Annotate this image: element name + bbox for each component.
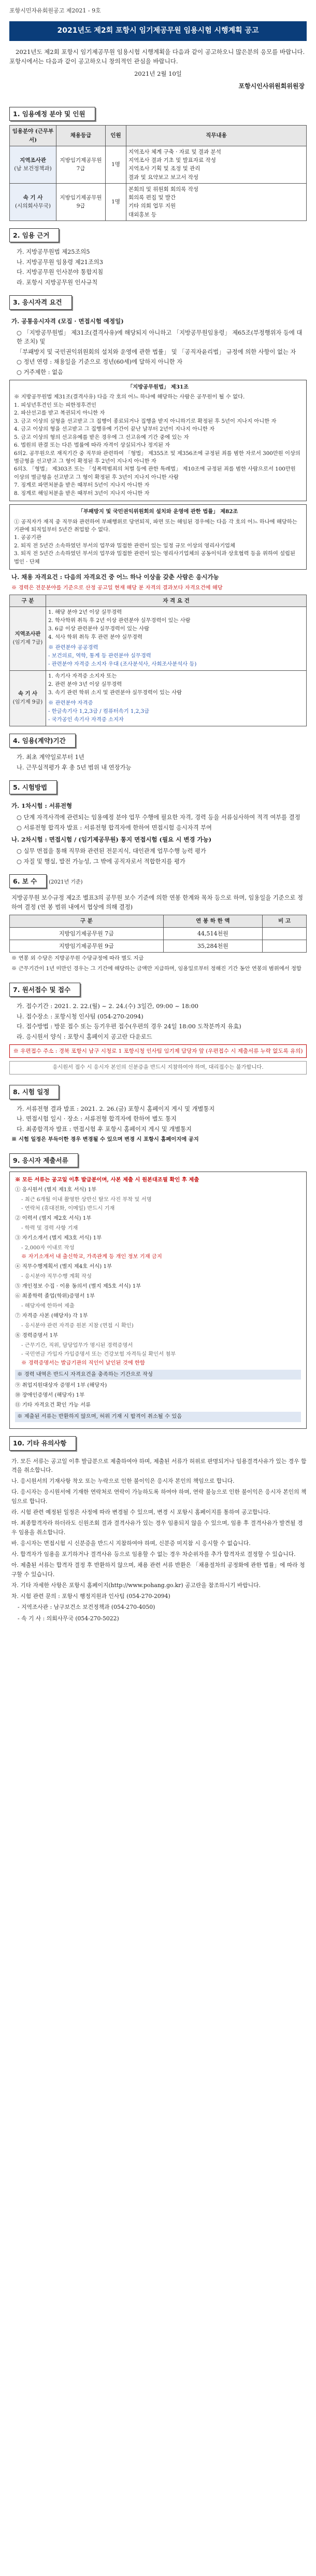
exam-step: 가. 1차시험 : 서류전형	[11, 802, 73, 810]
req-line: 2. 관련 분야 3년 이상 실무경력	[48, 681, 122, 687]
document-item: ④ 직무수행계획서 (별지 제4호 서식) 1부	[15, 1263, 112, 1270]
grade-cell: 지방임기제공무원 9급	[56, 183, 106, 221]
document-detail: - 근무기간, 직위, 담당업무가 명시된 경력증명서	[21, 1342, 133, 1348]
count-cell: 1명	[106, 146, 126, 183]
box-line: ※ 지방공무원법 제31조(결격사유) 다음 각 호의 어느 하나에 해당하는 사람은 공무원이 될 수 없다.	[14, 394, 245, 401]
salary-grade: 지방임기제공무원 9급	[10, 940, 164, 952]
requirement-note: ※ 경력은 전문분야를 기준으로 산정 공고일 현재 해당 분 자격의 결과보다 자격요건에 해당	[11, 585, 223, 591]
section-title-schedule: 8. 시험 일정	[9, 1085, 59, 1099]
term-item: 나. 근무실적평가 후 총 5년 범위 내 연장가능	[17, 764, 132, 771]
requirement-label	[10, 607, 46, 671]
salary-amount: 35,284천원	[163, 940, 263, 952]
table-row	[10, 146, 307, 183]
exam-line: ○ 자질 및 행실, 발전 가능성, 그 밖에 공직자로서 적합한지를 평가	[17, 858, 185, 865]
requirement-cell	[46, 670, 307, 726]
eligibility-line: ○ 거주제한 : 없음	[17, 368, 63, 376]
eligibility-line: 「부패방지 및 국민권익위원회의 설치와 운영에 관한 법률」 및 「공직자윤리법」 규정에 의한 사항이 없는 자	[17, 348, 296, 355]
note-item: 가. 모든 서류는 공고일 이후 발급분으로 제출하여야 하며, 제출된 서류가 허위로 판명되거나 임용결격사유가 있는 경우 합격을 취소합니다.	[11, 1457, 307, 1473]
salary-table	[9, 915, 307, 952]
label-name: 속 기 사	[18, 690, 37, 697]
table-header: 직무내용	[126, 126, 307, 146]
intro-paragraph: 2021년도 제2회 포항시 임기제공무원 임용시험 시행계획을 다음과 같이 공고하오니 많은분의 응모를 바랍니다. 포항시에서는 다음과 같이 공고하오니 창의적인 관심을 바랍니다.	[9, 48, 305, 65]
section-title-application: 7. 원서접수 및 접수	[9, 983, 80, 997]
box-title: 「지방공무원법」 제31조	[127, 384, 189, 391]
box-line: 7. 징계로 파면처분을 받은 때부터 5년이 지나지 아니한 자	[14, 482, 150, 489]
documents-highlight: ※ 경력 내역은 반드시 자격요건을 충족하는 기간으로 작성	[15, 1370, 301, 1380]
notice-number: 포항시민자유회원공고 제2021 - 9호	[9, 7, 101, 14]
note-item: 마. 최종합격자라 하더라도 신원조회 결과 결격사유가 있는 경우 임용되지 않을 수 있으며, 임용 후 결격사유가 발견될 경우 임용을 취소합니다.	[11, 1520, 303, 1536]
section-title-other-notes: 10. 기타 유의사항	[9, 1436, 76, 1450]
contact-item: - 지역조사관 : 남구보건소 보건정책과 (054-270-4050)	[18, 1604, 155, 1611]
label-name: 지역조사관	[15, 631, 41, 638]
note-item: 나. 응시원서의 기재사항 착오 또는 누락으로 인한 불이익은 응시자 본인의 책임으로 합니다.	[11, 1478, 235, 1485]
eligibility-line: ○ 「지방공무원법」 제31조(결격사유)에 해당되지 아니하고 「지방공무원임용령」 제65조(부정행위자 등에 대한 조치) 및	[17, 329, 303, 346]
note-item: 아. 제출된 서류는 합격자 결정 후 반환하지 않으며, 채용 관련 서류 반환은 「채용절차의 공정화에 관한 법률」에 따라 청구할 수 있습니다.	[11, 1562, 305, 1578]
exam-line: ○ 단계 자격사격에 관련되는 임용예정 분야 업무 수행에 필요한 자격, 경력 등을 서류심사하여 적격 여부를 결정	[17, 814, 300, 821]
salary-note	[263, 927, 307, 940]
application-item: 가. 접수기간 : 2021. 2. 22.(월) ~ 2. 24.(수) 3일간, 09:00 ~ 18:00	[17, 1003, 198, 1010]
table-header: 비 고	[263, 915, 307, 927]
note-item: 바. 응시자는 면접시험 시 신분증을 반드시 지참하여야 하며, 신분증 미지참 시 응시할 수 없습니다.	[11, 1539, 251, 1547]
eligibility-line: ○ 정년 연령 : 채용일을 기준으로 정년(60세)에 달하지 아니한 자	[17, 359, 183, 366]
box-line: 2. 퇴직 전 5년간 소속하였던 부서의 업무와 밀접한 관련이 있는 일정 규모 이상의 영리사기업체	[14, 542, 235, 549]
salary-year-note: (2021년 기준)	[49, 879, 83, 885]
req-line: 1. 해당 분야 2년 이상 실무경력	[48, 609, 122, 616]
duty-item: 기타 의회 업무 지원	[128, 203, 176, 210]
document-item: ① 응시원서 (별지 제1호 서식) 1부	[15, 1187, 97, 1193]
other-notes	[9, 1457, 307, 1623]
document-detail: - 연락처 (휴대전화, 이메일) 반드시 기재	[21, 1205, 115, 1212]
box-line: 5. 금고 이상의 형의 선고유예를 받은 경우에 그 선고유예 기간 중에 있는 자	[14, 434, 189, 440]
salary-intro: 지방공무원 보수규정 제2조 별표3의 공무원 보수 기준에 의한 연봉 한계와 목차 등으로 하며, 임용일을 기준으로 정하여 결정 (연 봉 범위 내에서 협상에 의해 결정)	[11, 894, 303, 911]
req-note: - 보건의료, 역학, 통계 등 관련분야 실무경력	[48, 653, 151, 659]
table-header: 임용분야 (근무부서)	[10, 126, 56, 146]
box-line: 1. 피성년후견인 또는 피한정후견인	[14, 402, 96, 408]
box-line: 6. 법원의 판결 또는 다른 법률에 따라 자격이 상실되거나 정지된 자	[14, 442, 170, 449]
documents-warning: ※ 모든 서류는 공고일 이후 발급분이며, 사본 제출 시 원본대조필 확인 후 제출	[15, 1177, 199, 1183]
label-grade: (임기제 9급)	[12, 698, 43, 705]
basis-item: 나. 지방공무원 임용령 제21조의3	[17, 258, 103, 266]
positions-table	[9, 125, 307, 221]
duties-cell	[126, 183, 307, 221]
field-cell	[10, 183, 56, 221]
note-item: 차. 시험 관련 문의 : 포항시 행정지원과 인사팀 (054-270-2094)	[11, 1593, 170, 1600]
req-line: 2. 학사학위 취득 후 2년 이상 관련분야 실무경력이 있는 사람	[48, 617, 191, 624]
box-line: 3. 금고 이상의 실형을 선고받고 그 집행이 종료되거나 집행을 받지 아니하기로 확정된 후 5년이 지나지 아니한 자	[14, 418, 277, 424]
table-header: 구 분	[10, 915, 164, 927]
table-header-row	[10, 126, 307, 146]
duty-item: 결과 및 요약보고 보고서 작성	[128, 174, 199, 181]
document-detail: - 최근 6개월 이내 촬영한 상반신 탈모 사진 부착 및 서명	[21, 1196, 152, 1203]
document-item: ⑨ 취업지원대상자 증명서 1부 (해당자)	[15, 1382, 107, 1389]
requirements-table	[9, 595, 307, 726]
duty-item: 지역조사 결과 기초 및 발표자료 작성	[128, 157, 216, 164]
anticorruption-box	[9, 504, 307, 570]
document-detail: - 국민연금 가입자 가입증명서 또는 건강보험 자격득실 확인서 첨부	[21, 1351, 176, 1357]
document-item: ② 이력서 (별지 제2호 서식) 1부	[15, 1215, 92, 1222]
document-item: ⑪ 기타 자격요건 확인 가능 서류	[15, 1402, 91, 1409]
document-detail: - 해당자에 한하여 제출	[21, 1302, 75, 1309]
table-header: 구 분	[10, 595, 46, 607]
req-line: 4. 석사 학위 취득 후 관련 분야 실무경력	[48, 634, 142, 641]
document-detail: - 학력 및 경력 사항 기재	[21, 1225, 78, 1232]
table-header-row	[10, 915, 307, 927]
documents-highlight: ※ 제출된 서류는 반환하지 않으며, 허위 기재 시 합격이 취소될 수 있음	[15, 1412, 301, 1422]
table-header-row	[10, 595, 307, 607]
table-header: 자 격 요 건	[46, 595, 307, 607]
label-grade: (임기제 7급)	[12, 639, 43, 646]
id-notice-banner: 응시원서 접수 시 응시자 본인의 신분증을 반드시 지참하여야 하며, 대리접수는 불가합니다.	[9, 1061, 307, 1075]
document-warning: ※ 자기소개서 내 출신학교, 가족관계 등 개인 정보 기재 금지	[21, 1253, 162, 1260]
basis-item: 라. 포항시 지방공무원 인사규칙	[17, 279, 98, 286]
document-detail: - 응시분야 직무수행 계획 작성	[21, 1273, 92, 1279]
count-cell: 1명	[106, 183, 126, 221]
schedule-note: ※ 시험 일정은 부득이한 경우 변경될 수 있으며 변경 시 포항시 홈페이지에 공지	[11, 1136, 199, 1143]
section-title-basis: 2. 임용 근거	[9, 228, 59, 242]
table-header: 연 봉 하 한 액	[163, 915, 263, 927]
application-item: 다. 접수방법 : 방문 접수 또는 등기우편 접수(우편의 경우 24일 18:00 도착분까지 유효)	[17, 1023, 241, 1030]
field-cell	[10, 146, 56, 183]
box-line: 8. 징계로 해임처분을 받은 때부터 3년이 지나지 아니한 자	[14, 490, 150, 497]
notice-date: 2021년 2월 10일	[134, 70, 182, 77]
note-item: 자. 기타 자세한 사항은 포항시 홈페이지(http://www.pohang.go.kr) 공고란을 참조하시기 바랍니다.	[11, 1581, 261, 1589]
grade-cell: 지방임기제공무원 7급	[56, 146, 106, 183]
note-item: 사. 합격자가 임용을 포기하거나 결격사유 등으로 임용할 수 없는 경우 차순위자를 추가 합격자로 결정할 수 있습니다.	[11, 1551, 296, 1558]
term-item: 가. 최초 계약일로부터 1년	[17, 754, 84, 761]
box-line: 2. 파산선고를 받고 복권되지 아니한 자	[14, 410, 105, 417]
table-header: 채용등급	[56, 126, 106, 146]
table-row	[10, 927, 307, 940]
table-row	[10, 183, 307, 221]
table-header: 인원	[106, 126, 126, 146]
box-line: 3. 퇴직 전 5년간 소속하였던 부서의 업무와 밀접한 관련이 있는 영리사기업체의 공동이익과 상호협력 등을 위하여 설립된 법인 · 단체	[14, 550, 295, 565]
box-title: 「부패방지 및 국민권익위원회의 설치와 운영에 관한 법률」 제82조	[78, 508, 238, 515]
req-note: ※ 관련분야 공공경력	[48, 644, 98, 651]
salary-grade: 지방임기제공무원 7급	[10, 927, 164, 940]
field-name: 속 기 사	[23, 195, 43, 201]
note-item: 라. 시험 관련 예정된 일정은 사정에 따라 변경될 수 있으며, 변경 시 포항시 홈페이지를 통하여 공고합니다.	[11, 1508, 270, 1516]
disqualification-box	[9, 380, 307, 501]
application-item: 라. 응시원서 양식 : 포항시 홈페이지 공고란 다운로드	[17, 1033, 152, 1040]
document-item: ⑦ 자격증 사본 (해당자) 각 1부	[15, 1312, 88, 1319]
duty-item: 대외홍보 등	[128, 211, 157, 218]
schedule-item: 가. 서류전형 결과 발표 : 2021. 2. 26.(금) 포항시 홈페이지 게시 및 개별통지	[17, 1105, 215, 1112]
section-title-exam-method: 5. 시험방법	[9, 780, 57, 794]
subsection-title: 가. 공통응시자격 (모집 · 면접시험 예정일)	[11, 317, 124, 325]
duty-item: 회의록 편집 및 발간	[128, 195, 176, 201]
exam-step: 나. 2차시험 : 면접시험 / (임기제공무원) 통지 면접시험 (필요 시 변경 가능)	[11, 836, 212, 844]
req-note: - 한글속기사 1,2,3급 / 컴퓨터속기 1,2,3급	[48, 708, 150, 714]
box-line: 4. 금고 이상의 형을 선고받고 그 집행유예 기간이 끝난 날부터 2년이 지나지 아니한 자	[14, 426, 215, 433]
req-line: 1. 속기사 자격증 소지자 또는	[48, 672, 117, 679]
salary-footnote: ※ 근무기간이 1년 미만인 경우는 그 기간에 해당하는 금액만 지급하며, 임용일로부터 정해진 기간 동안 연봉의 범위에서 정함	[11, 965, 301, 972]
box-line: ① 공직자가 재직 중 직무와 관련하여 부패행위로 당연퇴직, 파면 또는 해임된 경우에는 다음 각 호의 어느 하나에 해당하는 기관에 퇴직일부터 5년간 취업할 수 없다.	[14, 518, 297, 533]
basis-item: 다. 지방공무원 인사분야 통합지침	[17, 269, 104, 276]
document-item: ⑩ 장애인증명서 (해당자) 1부	[15, 1392, 85, 1399]
box-line: 6의3. 「형법」 제303조 또는 「성폭력범죄의 처벌 등에 관한 특례법」 제10조에 규정된 죄를 범한 사람으로서 100만원 이상의 벌금형을 선고받고 그 형이 확정된 후 3년이 지나지 아니한 사람	[14, 466, 296, 480]
req-note: - 관련분야 자격증 소지자 우대 (조사분석사, 사회조사분석사 등)	[48, 660, 197, 667]
schedule-item: 나. 면접시험 일시 · 장소 : 서류전형 합격자에 한하여 별도 통지	[17, 1115, 177, 1123]
document-item: ⑤ 개인정보 수집 · 이용 동의서 (별지 제5호 서식) 1부	[15, 1283, 141, 1289]
req-note: ※ 관련분야 자격증	[48, 699, 93, 706]
document-warning: ※ 경력증명서는 발급기관의 직인이 날인된 것에 한함	[21, 1359, 145, 1366]
document-detail: - 응시분야 관련 자격증 원본 지참 (면접 시 확인)	[21, 1322, 134, 1329]
duty-item: 본회의 및 위원회 회의록 작성	[128, 186, 199, 192]
section-title-documents: 9. 응시자 제출서류	[9, 1153, 78, 1167]
salary-note	[263, 940, 307, 952]
document-item: ③ 자기소개서 (별지 제3호 서식) 1부	[15, 1235, 102, 1242]
req-line: 3. 6급 이상 관련분야 실무경력이 있는 사람	[48, 626, 150, 632]
requirement-cell	[46, 607, 307, 671]
duty-item: 지역조사 체계 구축 · 자료 및 결과 분석	[128, 148, 221, 155]
document-item: ⑧ 경력증명서 1부	[15, 1332, 59, 1339]
req-line: 3. 속기 관련 학위 소지 및 관련분야 실무경력이 있는 사람	[48, 689, 182, 696]
postal-notice-banner: ※ 우편접수 주소 : 경북 포항시 남구 시청로 1 포항시청 인사팀 임기제 담당자 앞 (우편접수 시 제출서류 누락 없도록 유의)	[9, 1044, 307, 1058]
req-note: - 국가공인 속기사 자격증 소지자	[48, 716, 124, 723]
issuing-org: 포항시인사위원회위원장	[238, 82, 305, 90]
salary-footnote: ※ 연봉 외 수당은 지방공무원 수당규정에 따라 별도 지급	[11, 955, 144, 961]
section-title-term: 4. 임용(계약)기간	[9, 734, 76, 748]
schedule-item: 다. 최종합격자 발표 : 면접시험 후 포항시 홈페이지 게시 및 개별통지	[17, 1125, 192, 1133]
subsection-title: 나. 채용 자격요건 : 다음의 자격요건 중 어느 하나 이상을 갖춘 사람은 응시가능	[11, 573, 219, 581]
page-title: 2021년도 제2회 포항시 임기제공무원 임용시험 시행계획 공고	[9, 21, 307, 41]
exam-line: ○ 실무 면접을 통해 직무와 관련된 전문지식, 대인관계 업무수행 능력 평가	[17, 848, 206, 855]
field-dept: (시의회사무국)	[15, 203, 51, 210]
field-name: 지역조사관	[20, 157, 46, 164]
duty-item: 지역조사 기획 및 조정 및 관리	[128, 166, 200, 172]
table-row	[10, 670, 307, 726]
document-detail: - 2,000자 이내로 작성	[21, 1245, 75, 1251]
note-item: 다. 응시자는 응시원서에 기재한 연락처로 연락이 가능하도록 하여야 하며, 연락 불능으로 인한 불이익은 응시자 본인의 책임으로 합니다.	[11, 1489, 307, 1505]
requirement-label	[10, 670, 46, 726]
box-line: 6의2. 공무원으로 재직기간 중 직무와 관련하여 「형법」 제355조 및 제356조에 규정된 죄를 범한 자로서 300만원 이상의 벌금형을 선고받고 그 형이 확정된 후 2년이 지나지 아니한 자	[14, 450, 300, 464]
field-dept: (남 보건정책과)	[14, 166, 52, 172]
table-row	[10, 940, 307, 952]
contact-item: - 속 기 사 : 의회사무국 (054-270-5022)	[18, 1615, 119, 1622]
section-title-salary: 6. 보 수	[9, 874, 47, 888]
section-title-eligibility: 3. 응시자격 요건	[9, 295, 72, 309]
document-item: ⑥ 최종학력 졸업(학위)증명서 1부	[15, 1292, 95, 1299]
documents-box	[9, 1172, 307, 1429]
basis-item: 가. 지방공무원법 제25조의5	[17, 249, 90, 256]
exam-line: ○ 서류전형 합격자 발표 : 서류전형 합격자에 한하여 면접시험 응시자격 부여	[17, 824, 212, 831]
duties-cell	[126, 146, 307, 183]
application-item: 나. 접수장소 : 포항시청 인사팀 (054-270-2094)	[17, 1013, 143, 1020]
section-title-positions: 1. 임용예정 분야 및 인원	[9, 107, 95, 121]
table-row	[10, 607, 307, 671]
salary-amount: 44,514천원	[163, 927, 263, 940]
box-line: 1. 공공기관	[14, 534, 41, 541]
